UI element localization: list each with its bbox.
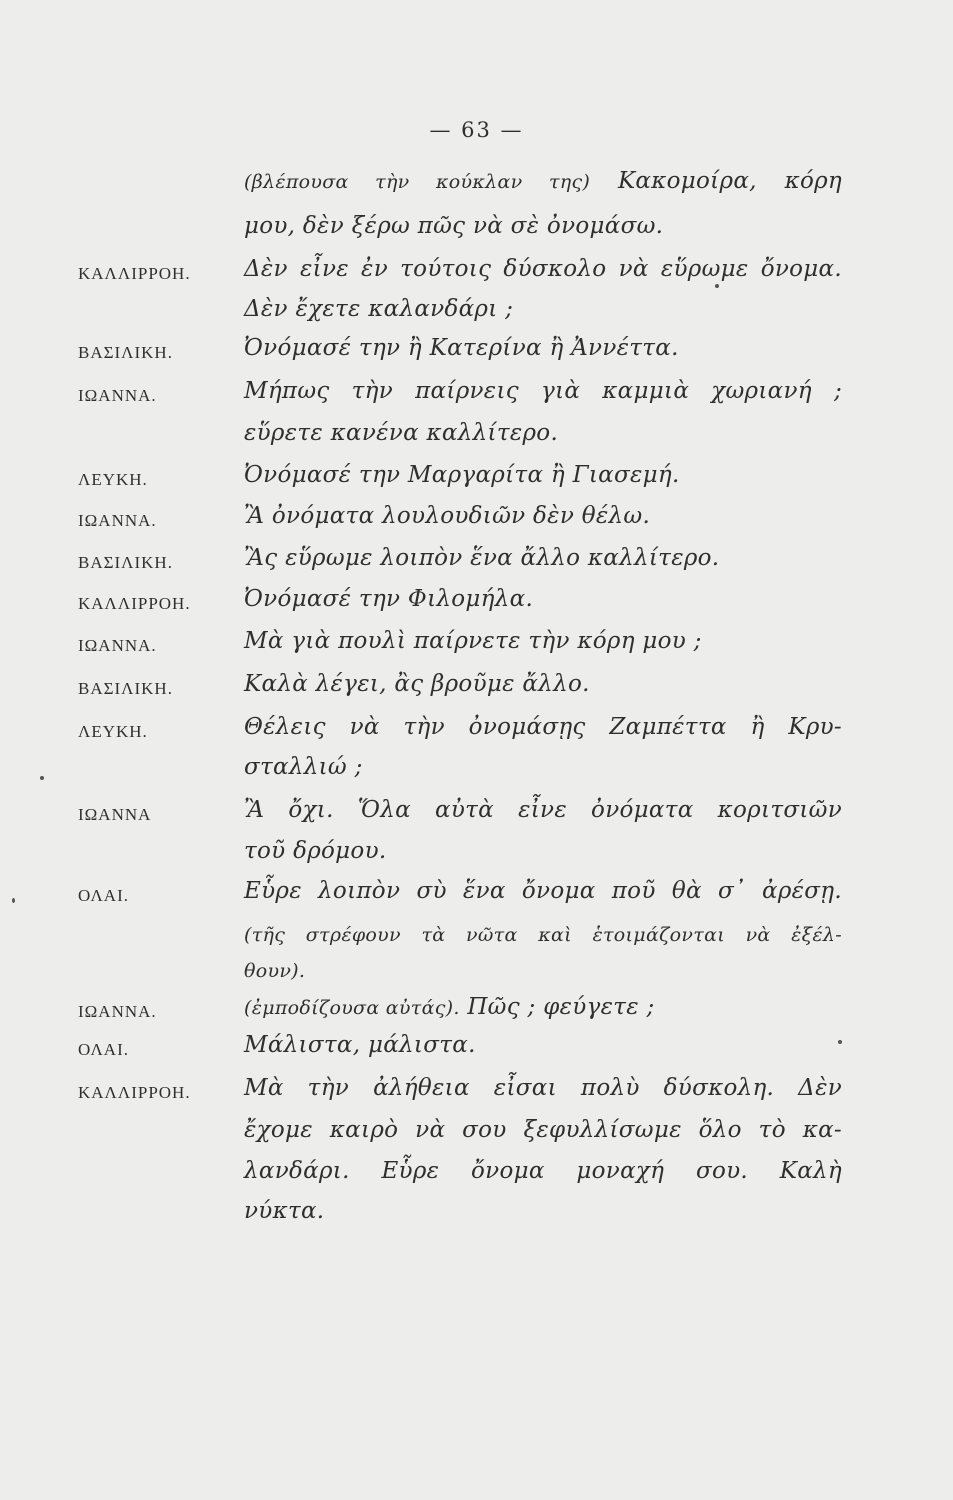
dialogue-line (0, 1198, 953, 1240)
dialogue-line (0, 420, 953, 462)
speaker-name: ΒΑΣΙΛΙΚΗ. (78, 553, 173, 572)
dialogue-text: τοῦ δρόμου. (244, 838, 387, 864)
dialogue-line (0, 503, 953, 545)
dialogue-text (244, 168, 842, 194)
dialogue-text: Εὗρε λοιπὸν σὺ ἕνα ὄνομα ποῦ θὰ σ᾽ ἀρέσῃ. (244, 878, 842, 904)
dialogue-text: Δὲν ἔχετε καλανδάρι ; (244, 296, 514, 322)
dialogue-line (0, 714, 953, 756)
dialogue-text: θουν). (244, 960, 306, 982)
dialogue-text: Ἂς εὕρωμε λοιπὸν ἕνα ἄλλο καλλίτερο. (244, 545, 720, 571)
dialogue-text: νύκτα. (244, 1198, 325, 1224)
dialogue-line (0, 1032, 953, 1074)
dialogue-line (0, 797, 953, 839)
ink-speck (838, 1040, 842, 1044)
page-number: — 63 — (429, 118, 524, 142)
speaker-name: ΛΕΥΚΗ. (78, 470, 148, 489)
dialogue-line (0, 462, 953, 504)
dialogue-text: λανδάρι. Εὗρε ὄνομα μοναχή σου. Καλὴ (244, 1158, 842, 1184)
ink-speck (40, 776, 44, 780)
dialogue-line (0, 256, 953, 298)
speaker-name: ΚΑΛΛΙΡΡΟΗ. (78, 594, 191, 613)
speaker-name: ΙΩΑΝΝΑ (78, 805, 152, 824)
dialogue-text (244, 994, 655, 1020)
speaker-name: ΚΑΛΛΙΡΡΟΗ. (78, 1083, 191, 1102)
speaker-name: ΛΕΥΚΗ. (78, 722, 148, 741)
dialogue-line (0, 586, 953, 628)
speaker-name: ΙΩΑΝΝΑ. (78, 386, 157, 405)
dialogue-line (0, 956, 953, 998)
dialogue-line (0, 545, 953, 587)
dialogue-line (0, 994, 953, 1036)
dialogue-text: Ἂ ὄχι. Ὅλα αὐτὰ εἶνε ὀνόματα κοριτσιῶν (244, 797, 842, 823)
stage-direction: (βλέπουσα τὴν κούκλαν της) (244, 171, 591, 193)
dialogue-line (0, 628, 953, 670)
speaker-name: ΙΩΑΝΝΑ. (78, 511, 157, 530)
dialogue-line (0, 671, 953, 713)
spoken-text: Κακομοίρα, κόρη (590, 168, 842, 194)
dialogue-text: εὕρετε κανένα καλλίτερο. (244, 420, 559, 446)
ink-speck (715, 284, 719, 288)
dialogue-text: Δὲν εἶνε ἐν τούτοις δύσκολο νὰ εὕρωμε ὄνομα. (244, 256, 842, 282)
stage-direction: (ἐμποδίζουσα αὐτάς). (244, 997, 460, 1019)
dialogue-text: (τῆς στρέφουν τὰ νῶτα καὶ ἑτοιμάζονται νὰ ἐξέλ- (244, 924, 842, 946)
dialogue-line (0, 838, 953, 880)
dialogue-line (0, 878, 953, 920)
dialogue-text: Θέλεις νὰ τὴν ὀνομάσῃς Ζαμπέττα ἢ Κρυ- (244, 714, 842, 740)
dialogue-line (0, 213, 953, 255)
dialogue-line (0, 378, 953, 420)
dialogue-text: Μήπως τὴν παίρνεις γιὰ καμμιὰ χωριανή ; (244, 378, 842, 404)
dialogue-text: Ὀνόμασέ την ἢ Κατερίνα ἢ Ἀννέττα. (244, 335, 679, 361)
speaker-name: ΚΑΛΛΙΡΡΟΗ. (78, 264, 191, 283)
dialogue-text: Ὀνόμασέ την Φιλομήλα. (244, 586, 534, 612)
dialogue-text: Ἂ ὀνόματα λουλουδιῶν δὲν θέλω. (244, 503, 651, 529)
dialogue-line (0, 754, 953, 796)
speaker-name: ΙΩΑΝΝΑ. (78, 1002, 157, 1021)
ink-speck (12, 898, 15, 903)
speaker-name: ΒΑΣΙΛΙΚΗ. (78, 679, 173, 698)
dialogue-text: Μὰ γιὰ πουλὶ παίρνετε τὴν κόρη μου ; (244, 628, 702, 654)
dialogue-line (0, 168, 953, 210)
spoken-text: Πῶς ; φεύγετε ; (459, 994, 655, 1020)
dialogue-line (0, 1158, 953, 1200)
dialogue-line (0, 296, 953, 338)
speaker-name: ΙΩΑΝΝΑ. (78, 636, 157, 655)
speaker-name: ΒΑΣΙΛΙΚΗ. (78, 343, 173, 362)
speaker-name: ΟΛΑΙ. (78, 886, 129, 905)
dialogue-line (0, 335, 953, 377)
dialogue-text: σταλλιώ ; (244, 754, 363, 780)
dialogue-text: ἔχομε καιρὸ νὰ σου ξεφυλλίσωμε ὅλο τὸ κα- (244, 1117, 842, 1143)
dialogue-text: Μὰ τὴν ἀλήθεια εἶσαι πολὺ δύσκολη. Δὲν (244, 1075, 842, 1101)
dialogue-text: Ὀνόμασέ την Μαργαρίτα ἢ Γιασεμή. (244, 462, 680, 488)
dialogue-line (0, 1117, 953, 1159)
dialogue-line (0, 1075, 953, 1117)
dialogue-text: Μάλιστα, μάλιστα. (244, 1032, 476, 1058)
dialogue-text: Καλὰ λέγει, ἂς βροῦμε ἄλλο. (244, 671, 590, 697)
speaker-name: ΟΛΑΙ. (78, 1040, 129, 1059)
dialogue-text: μου, δὲν ξέρω πῶς νὰ σὲ ὀνομάσω. (244, 213, 664, 239)
